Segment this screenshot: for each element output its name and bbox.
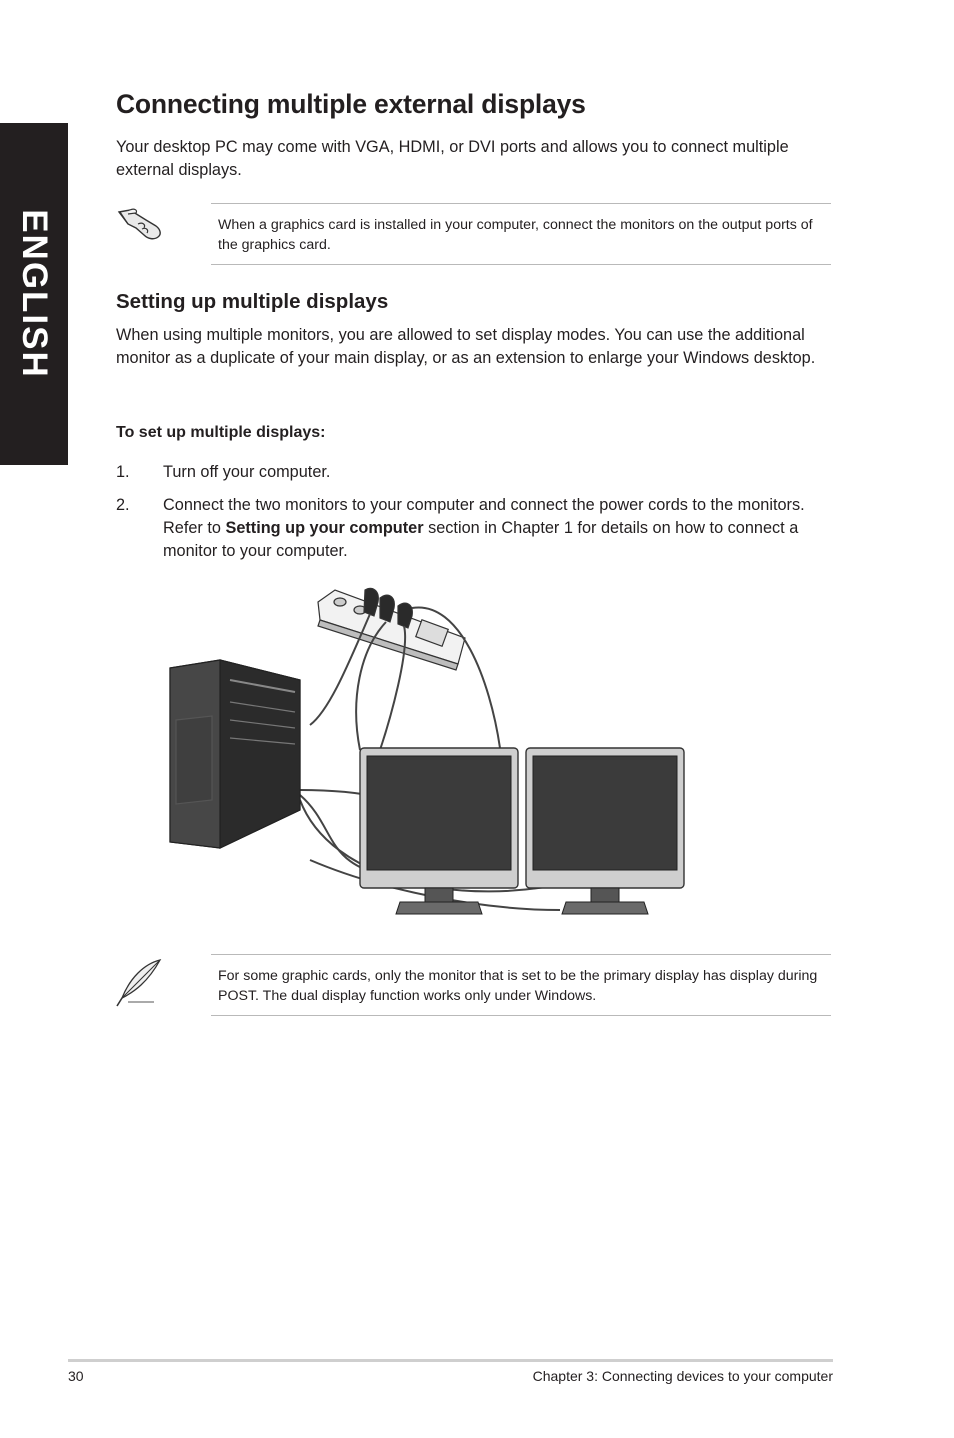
steps-label: To set up multiple displays: — [116, 424, 326, 441]
desktop-tower — [170, 660, 300, 848]
page-title: Connecting multiple external displays — [116, 89, 586, 119]
note-graphics-card — [211, 203, 831, 265]
footer-rule — [68, 1359, 833, 1362]
note-primary-display — [211, 954, 831, 1016]
step-number: 1. — [116, 463, 130, 481]
step-text: Connect the two monitors to your computer and connect the power cords to the monitors. Refer to Setting up your computer section in Chapter 1 for details on how to connect a monitor to your computer. — [163, 496, 805, 560]
intro-paragraph: Your desktop PC may come with VGA, HDMI, or DVI ports and allows you to connect multiple external displays. — [116, 138, 789, 179]
monitor-right — [526, 748, 684, 914]
feather-pen-icon — [114, 956, 164, 1013]
cross-reference: Setting up your computer — [225, 519, 424, 537]
note-primary-display-text: For some graphic cards, only the monitor that is set to be the primary display has display during POST. The dual display function works only under Windows. — [218, 968, 818, 1004]
step-number: 2. — [116, 496, 130, 514]
language-tab-label: ENGLISH — [15, 209, 54, 379]
page-number: 30 — [68, 1368, 84, 1384]
note-graphics-card-text: When a graphics card is installed in your computer, connect the monitors on the output ports of the graphics card. — [218, 217, 813, 253]
section-heading: Setting up multiple displays — [116, 290, 389, 313]
section-body: When using multiple monitors, you are allowed to set display modes. You can use the additional monitor as a duplicate of your main display, or as an extension to enlarge your Windows desktop. — [116, 326, 816, 367]
monitor-left — [360, 748, 518, 914]
power-strip — [318, 589, 465, 671]
chapter-title: Chapter 3: Connecting devices to your computer — [532, 1368, 833, 1384]
language-tab — [0, 123, 68, 465]
hand-pointer-icon — [116, 204, 164, 247]
dual-monitor-illustration — [160, 580, 690, 925]
step-text: Turn off your computer. — [163, 463, 331, 481]
